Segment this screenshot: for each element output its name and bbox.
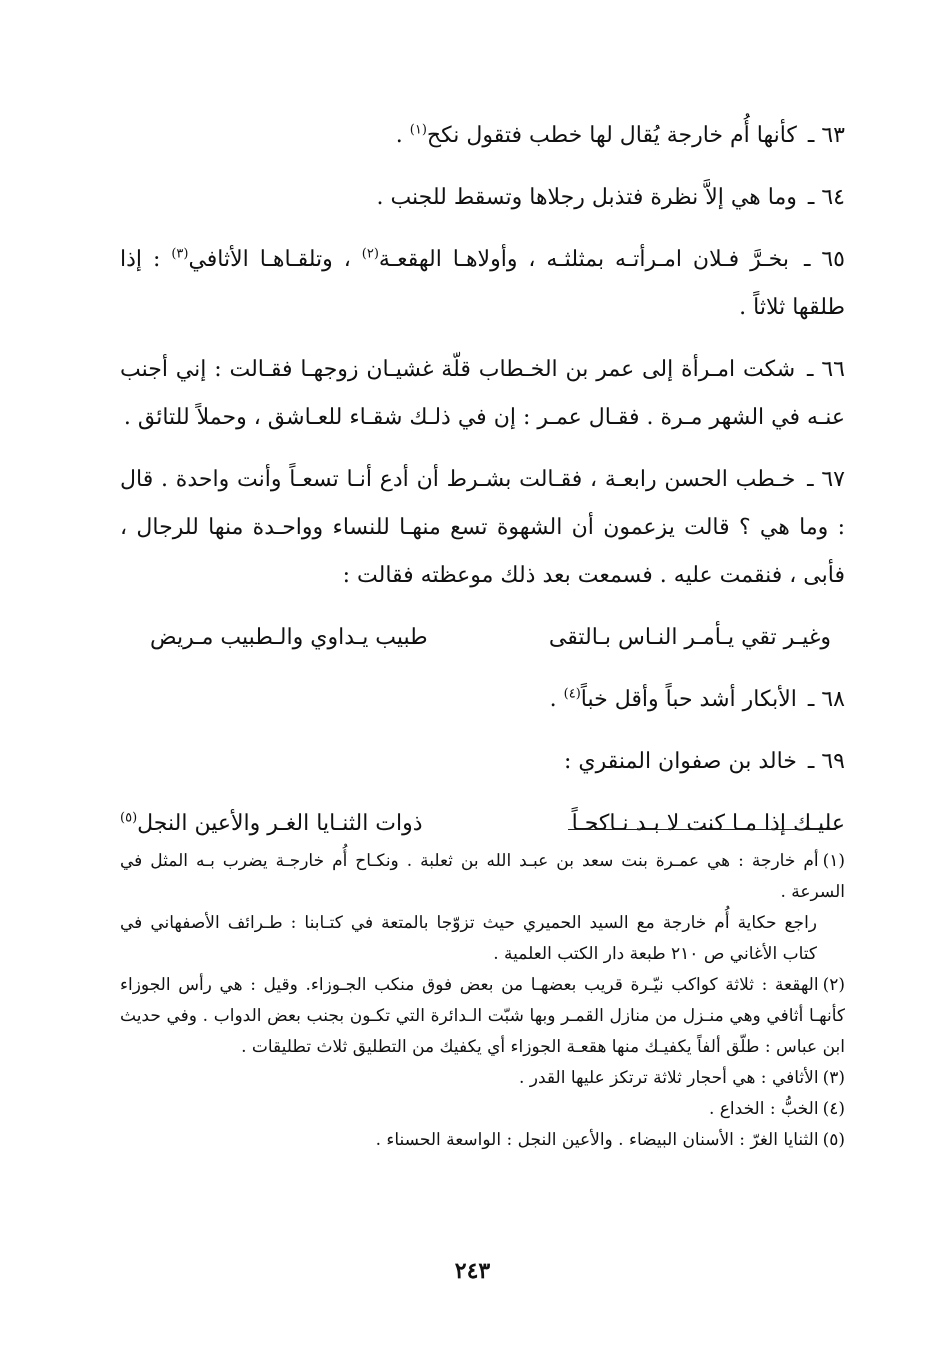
entry-67 <box>120 456 845 600</box>
entry-text: بخـرَّ فـلان امـرأتـه بمثلثـه ، وأولاهـا الهقعـة <box>378 247 790 272</box>
footnote-1-continued <box>120 908 845 970</box>
entry-68: ٦٨ ـ الأبكار أشد حباً وأقل خباً$^{(٤)}$ . <box>549 686 845 712</box>
entry-text: خـطب الحسن رابعـة ، فقـالت بشـرط أن أدع أنـا تسعـاً وأنت واحدة . قال : وما هي ؟ قالت يزعمون أن الشهوة تسع منهـا للنساء وواحـدة منها للرجال ، فأبى ، فنقمت عليه . فسمعت بعد ذلك موعظته فقالت : <box>120 467 845 588</box>
footnote-2 <box>120 970 845 1063</box>
entry-number: ٦٣ ـ <box>807 123 845 148</box>
entry-number: ٦٩ ـ <box>807 749 845 774</box>
entry-65: ٦٥ ـ بخـرَّ فـلان امـرأتـه بمثلثـه ، وأولاهـا الهقعـة$^{(٢)}$ ، وتلقـاهـا الأثافي$^{(٣)}$ : إذا طلقها ثلاثاً . <box>120 246 845 320</box>
entry-number: ٦٥ ـ <box>803 247 845 272</box>
footnote-ref[interactable]: (٢) <box>361 246 379 262</box>
footnote-number: (٢) <box>822 975 845 995</box>
entry-number: ٦٤ ـ <box>807 185 845 210</box>
entry-text: شكت امـرأة إلى عمر بن الخـطاب قلّة غشيـان زوجهـا فقـالت : إني أجنب عنـه في الشهر مـرة . فقـال عمـر : إن في ذلـك شقـاء للعـاشق ، وحملاً للتائق . <box>120 357 845 430</box>
main-text <box>120 112 845 862</box>
footnote-ref[interactable]: (٥) <box>120 810 138 826</box>
verse-first-hemistich: عليـك إذا مـا كنت لا بـد نـاكحـاً <box>571 811 845 836</box>
footnote-text: الأثافي : هي أحجار ثلاثة ترتكز عليها القدر . <box>518 1068 819 1088</box>
poem-verse <box>120 800 845 848</box>
entry-number: ٦٨ ـ <box>807 687 845 712</box>
footnote-ref[interactable]: (١) <box>409 122 427 138</box>
footnotes <box>120 846 845 1156</box>
footnote-3 <box>120 1063 845 1094</box>
footnote-separator <box>568 829 836 830</box>
footnote-text: أم خارجة : هي عمـرة بنت سعد بن عبـد الله بن ثعلبة . ونكـاح أُم خارجـة يضرب بـه المثل في السرعة . <box>120 851 845 902</box>
footnote-text: راجع حكاية أُم خارجة مع السيد الحميري حيث تزوّجا بالمتعة في كتـابنا : طـرائف الأصفهاني في كتاب الأغاني ص ٢١٠ طبعة دار الكتب العلمية . <box>120 913 817 964</box>
footnote-ref[interactable]: (٤) <box>563 686 581 702</box>
entry-69 <box>120 738 845 786</box>
entry-63: ٦٣ ـ كأنها أُم خارجة يُقال لها خطب فتقول نكح$^{(١)}$ . <box>395 122 845 148</box>
entry-text: الأبكار أشد حباً وأقل خباً <box>580 687 797 712</box>
entry-text-continued: ، وتلقـاهـا الأثافي <box>188 247 362 272</box>
footnote-text: الخبُّ : الخداع . <box>708 1099 819 1119</box>
footnote-4 <box>120 1094 845 1125</box>
footnote-number: (١) <box>822 851 845 871</box>
poem-verse <box>120 614 845 662</box>
footnote-1 <box>120 846 845 908</box>
footnote-number: (٣) <box>822 1068 845 1088</box>
verse-second-hemistich: طبيب يـداوي والـطبيب مـريض <box>150 625 428 650</box>
page-number: ٢٤٣ <box>454 1258 491 1284</box>
verse-first-hemistich: وغيـر تقي يـأمـر النـاس بـالتقى <box>548 625 831 650</box>
entry-number: ٦٧ ـ <box>807 467 845 492</box>
entry-text: كأنها أُم خارجة يُقال لها خطب فتقول نكح <box>426 123 797 148</box>
footnote-ref[interactable]: (٣) <box>171 246 189 262</box>
entry-number: ٦٦ ـ <box>807 357 845 382</box>
footnote-5 <box>120 1125 845 1156</box>
footnote-number: (٥) <box>822 1130 845 1150</box>
entry-64 <box>120 174 845 222</box>
footnote-text: الهقعة : ثلاثة كواكب نيّـرة قريب بعضهـا من بعض فوق منكب الجـوزاء. وقيل : هي رأس الجوزاء كأنهـا أثافي وهي منـزل من منازل القمـر وبها شبّت الـدائرة التي تكـون بجنب بعض الدواب . وفي حديث ابن عباس : طلّق ألفاً يكفيـك منها هقعـة الجوزاء أي يكفيك من التطليق ثلاث تطليقات . <box>120 975 845 1057</box>
footnote-number: (٤) <box>822 1099 845 1119</box>
entry-text: وما هي إلاَّ نظرة فتذبل رجلاها وتسقط للجنب . <box>376 185 797 210</box>
entry-text: خالد بن صفوان المنقري : <box>563 749 797 774</box>
entry-66 <box>120 346 845 442</box>
verse-second-hemistich: ذوات الثنـايا الغـر والأعين النجل <box>137 811 423 836</box>
footnote-text: الثنايا الغرّ : الأسنان البيضاء . والأعين النجل : الواسعة الحسناء . <box>375 1130 819 1150</box>
